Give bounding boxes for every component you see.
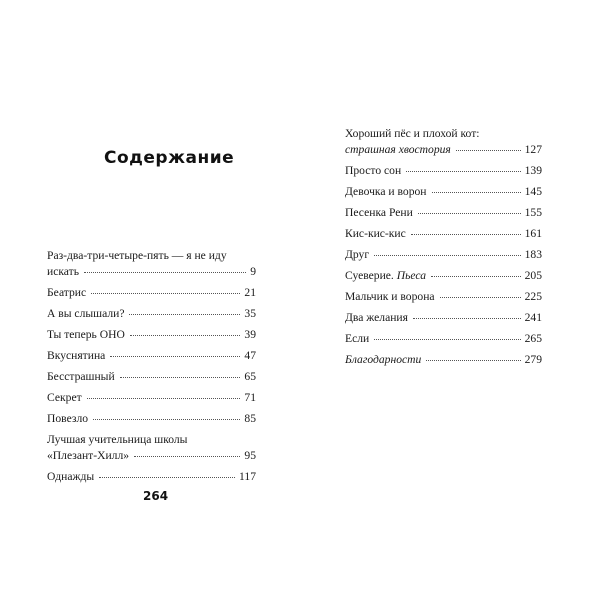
toc-entry [47,306,256,322]
toc-entry [47,327,256,343]
toc-entry-title: «Плезант-Хилл» [47,449,130,462]
toc-left-column [47,248,256,490]
toc-entry-page: 161 [524,227,542,240]
toc-entry-title: А вы слышали? [47,307,125,320]
toc-entry-page: 117 [239,470,256,483]
toc-entry-page: 47 [244,349,256,362]
toc-entry-page: 155 [524,206,542,219]
toc-entry-title: Секрет [47,391,82,404]
toc-entry-title: Кис-кис-кис [345,227,406,240]
toc-entry-page: 183 [524,248,542,261]
toc-entry-page: 145 [524,185,542,198]
toc-entry-page: 265 [524,332,542,345]
toc-entry-title: Девочка и ворон [345,185,427,198]
toc-entry [47,411,256,427]
toc-entry [345,331,542,347]
toc-entry-title: искать [47,265,80,278]
toc-entry [345,226,542,242]
toc-entry-title: Песенка Рени [345,206,413,219]
dot-leader [431,276,521,277]
toc-entry-title [345,268,426,284]
dot-leader [374,255,521,256]
toc-entry-title-line: Раз-два-три-четыре-пять — я не иду [47,249,227,262]
toc-entry [345,289,542,305]
toc-entry-page: 85 [244,412,256,425]
toc-entry [345,126,542,158]
dot-leader [129,314,240,315]
dot-leader [134,456,240,457]
dot-leader [411,234,521,235]
toc-entry [47,285,256,301]
toc-entry-page: 139 [524,164,542,177]
toc-entry-title-line: Хороший пёс и плохой кот: [345,127,480,140]
dot-leader [418,213,521,214]
dot-leader [99,477,235,478]
toc-entry-title: Беатрис [47,286,87,299]
page-number: 264 [143,489,169,503]
dot-leader [406,171,520,172]
toc-entry [47,348,256,364]
toc-entry-title: Просто сон [345,164,402,177]
toc-entry-page: 279 [524,353,542,366]
toc-entry-page: 127 [524,143,542,156]
dot-leader [426,360,520,361]
dot-leader [91,293,240,294]
toc-entry-title: Повезло [47,412,89,425]
toc-entry [345,310,542,326]
dot-leader [374,339,520,340]
toc-entry-title: Однажды [47,470,95,483]
toc-entry [345,205,542,221]
toc-entry-page: 95 [244,449,256,462]
toc-entry-title: Бесстрашный [47,370,115,383]
dot-leader [87,398,241,399]
toc-entry-title: Два желания [345,311,408,324]
dot-leader [130,335,241,336]
toc-right-column [345,126,542,373]
toc-entry-title: Вкуснятина [47,349,106,362]
dot-leader [456,150,521,151]
toc-entry-page: 71 [244,391,256,404]
toc-entry-page: 225 [524,290,542,303]
dot-leader [440,297,521,298]
toc-entry-title-italic: Пьеса [396,269,427,282]
toc-entry-title: Благодарности [345,353,422,366]
toc-entry-page: 205 [524,269,542,282]
toc-entry-title: Ты теперь ОНО [47,328,125,341]
toc-entry [47,390,256,406]
toc-entry-page: 35 [244,307,256,320]
toc-entry-page: 241 [524,311,542,324]
toc-entry-title: Мальчик и ворона [345,290,435,303]
toc-entry-title: Если [345,332,370,345]
toc-entry [345,247,542,263]
toc-entry [47,469,256,485]
toc-entry-page: 39 [244,328,256,341]
toc-entry [345,184,542,200]
toc-entry [47,248,256,280]
toc-entry-title: страшная хвостория [345,143,451,156]
dot-leader [110,356,240,357]
toc-entry-page: 21 [244,286,256,299]
toc-entry-title-main: Суеверие. [345,269,394,282]
toc-entry [47,432,256,464]
dot-leader [432,192,521,193]
toc-entry [345,163,542,179]
dot-leader [120,377,241,378]
toc-heading: Содержание [104,148,235,168]
toc-entry-title: Друг [345,248,370,261]
dot-leader [93,419,240,420]
dot-leader [413,318,521,319]
toc-entry-title-line: Лучшая учительница школы [47,433,188,446]
toc-entry-page: 65 [244,370,256,383]
dot-leader [84,272,246,273]
toc-entry [47,369,256,385]
toc-entry [345,268,542,284]
toc-entry-page: 9 [250,265,256,278]
toc-entry [345,352,542,368]
